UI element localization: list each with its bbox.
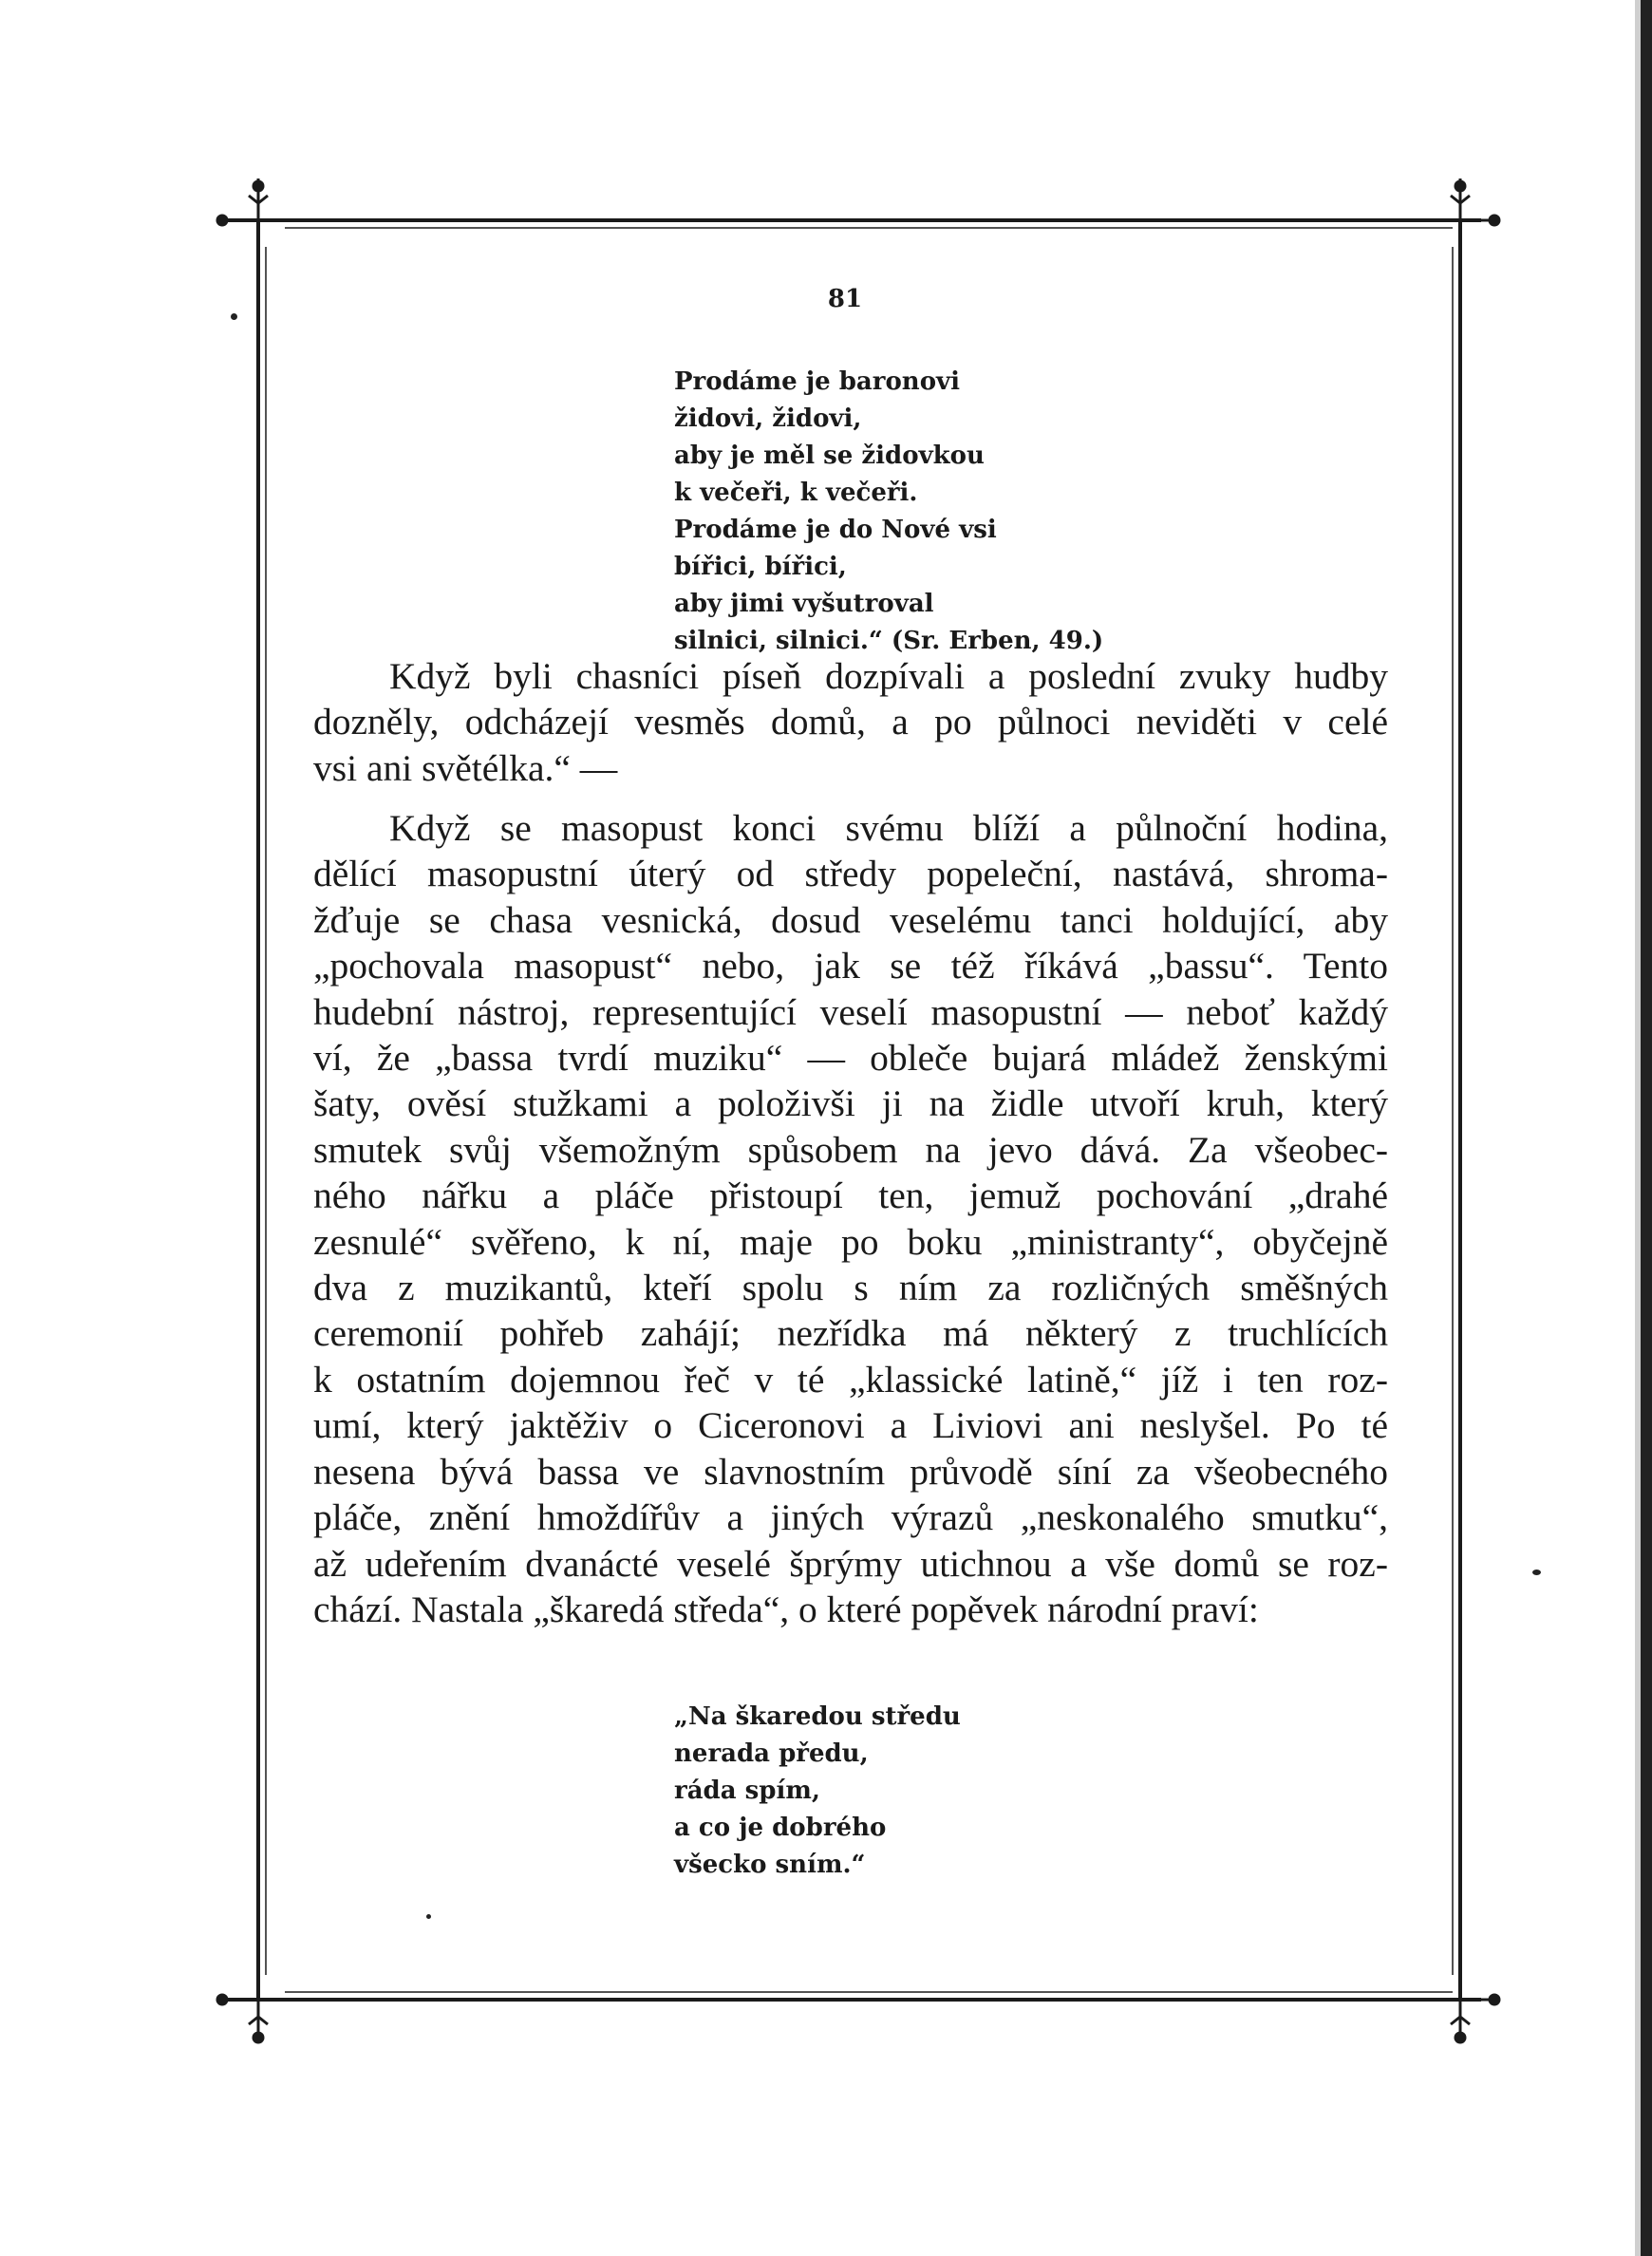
- paragraph-line: dva z muzikantů, kteří spolu s ním za rozličných směšných: [313, 1267, 1388, 1309]
- paragraph-line: k ostatním dojemnou řeč v té „klassické latině,“ jíž i ten roz-: [313, 1358, 1388, 1401]
- verse-line: Prodáme je baronovi: [674, 367, 961, 396]
- paragraph-line: „pochovala masopust“ nebo, jak se též říkává „bassu“. Tento: [313, 945, 1388, 987]
- paragraph-line: umí, který jaktěživ o Ciceronovi a Liviovi ani neslyšel. Po té: [313, 1404, 1388, 1447]
- verse-line: všecko sním.“: [674, 1851, 866, 1879]
- paragraph-line: až udeřením dvanácté veselé šprýmy utichnou a vše domů se roz-: [313, 1542, 1388, 1585]
- verse-line: židovi, židovi,: [674, 404, 862, 433]
- paragraph-line: dozněly, odcházejí vesměs domů, a po půlnoci neviděti v celé: [313, 701, 1388, 743]
- verse-line: silnici, silnici.“ (Sr. Erben, 49.): [674, 627, 1104, 655]
- verse-line: aby jimi vyšutroval: [674, 590, 934, 618]
- verse-line: „Na škaredou středu: [674, 1702, 961, 1731]
- paragraph-line: ví, že „bassa tvrdí muziku“ — obleče bujará mládež ženskými: [313, 1037, 1388, 1080]
- paragraph-line: vsi ani světélka.“ —: [313, 746, 618, 789]
- verse-line: Prodáme je do Nové vsi: [674, 516, 997, 544]
- verse-line: aby je měl se židovkou: [674, 442, 985, 470]
- paragraph-line: dělící masopustní úterý od středy popeleční, nastává, shroma-: [313, 853, 1388, 895]
- paragraph-line: ného nářku a pláče přistoupí ten, jemuž pochování „drahé: [313, 1175, 1388, 1217]
- verse-line: a co je dobrého: [674, 1814, 887, 1842]
- paragraph-line: Když byli chasníci píseň dozpívali a poslední zvuky hudby: [389, 655, 1388, 697]
- verse-bottom: [674, 1699, 961, 1884]
- verse-line: k večeři, k večeři.: [674, 479, 918, 507]
- paragraph-line: ceremonií pohřeb zahájí; nezřídka má některý z truchlících: [313, 1312, 1388, 1355]
- verse-line: ráda spím,: [674, 1777, 820, 1805]
- corner-ornament-top-right: [1451, 179, 1500, 225]
- corner-ornament-top-left: [216, 179, 268, 225]
- paragraph-line: šaty, ověsí stužkami a položivši ji na židle utvoří kruh, který: [313, 1082, 1388, 1125]
- paragraph-line: chází. Nastala „škaredá středa“, o které popěvek národní praví:: [313, 1588, 1259, 1630]
- verse-line: bířici, bířici,: [674, 553, 847, 581]
- paragraph-line: hudební nástroj, representující veselí masopustní — neboť každý: [313, 990, 1388, 1033]
- paragraph-line: smutek svůj všemožným spůsobem na jevo dává. Za všeobec-: [313, 1128, 1388, 1171]
- paragraph-line: pláče, znění hmoždířův a jiných výrazů „neskonalého smutku“,: [313, 1496, 1388, 1539]
- paragraph-line: Když se masopust konci svému blíží a půlnoční hodina,: [389, 807, 1388, 849]
- paragraph-1: [313, 653, 1388, 791]
- paragraph-line: nesena bývá bassa ve slavnostním průvodě síní za všeobecného: [313, 1450, 1388, 1493]
- page-number: 81: [827, 285, 863, 313]
- paragraph-line: zesnulé“ svěřeno, k ní, maje po boku „ministranty“, obyčejně: [313, 1220, 1388, 1263]
- paragraph-2: [313, 805, 1388, 1632]
- paragraph-line: žďuje se chasa vesnická, dosud veselému tanci holdující, aby: [313, 898, 1388, 941]
- verse-line: nerada předu,: [674, 1739, 869, 1768]
- verse-top: [674, 364, 1103, 660]
